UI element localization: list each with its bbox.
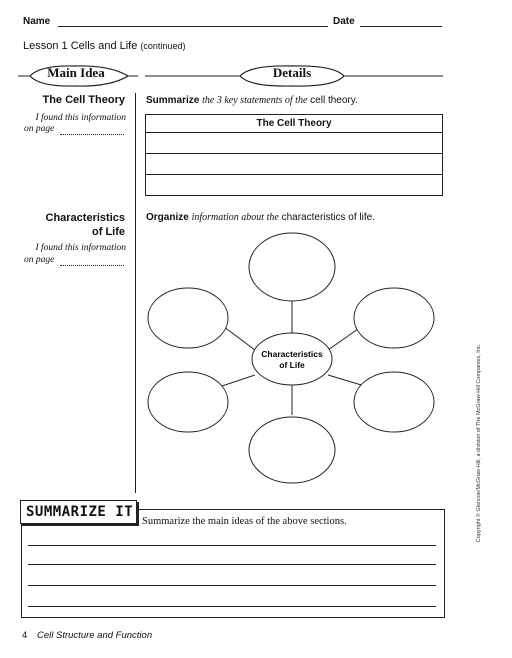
summarize-prompt: Summarize the main ideas of the above sections. (142, 516, 347, 527)
summary-line[interactable] (28, 585, 436, 586)
page-number-field-2[interactable] (60, 265, 124, 266)
column-divider (135, 93, 136, 493)
web-bubble-upper-left (148, 288, 228, 348)
characteristics-heading (20, 211, 125, 239)
summary-line[interactable] (28, 606, 436, 607)
concept-web (140, 225, 445, 485)
web-bubble-lower-right (354, 372, 434, 432)
table-row[interactable] (146, 154, 443, 175)
found-info-1 (20, 112, 126, 124)
details-heading: Details (272, 65, 312, 80)
copyright-text: Copyright © Glencoe/McGraw-Hill, a division of The McGraw-Hill Companies, Inc. (476, 343, 482, 543)
summarize-badge: SUMMARIZE IT (20, 500, 137, 524)
date-field[interactable] (360, 26, 442, 27)
web-bubble-upper-right (354, 288, 434, 348)
prompt-end-2: characteristics of life. (281, 212, 375, 223)
web-center-line2: of Life (279, 360, 305, 370)
lesson-title (23, 40, 185, 52)
prompt-italic-1: the 3 key statements of the (202, 95, 308, 106)
web-bubble-top (249, 233, 335, 301)
lesson-title-text: Lesson 1 Cells and Life (23, 40, 138, 52)
characteristics-heading-line1: Characteristics (45, 212, 125, 224)
found-info-2-line2: on page (24, 255, 55, 265)
prompt-verb-2: Organize (146, 212, 189, 223)
summary-line[interactable] (28, 564, 436, 565)
page-number: 4 (22, 630, 28, 641)
web-bubble-bottom (249, 417, 335, 483)
table-row[interactable] (146, 175, 443, 196)
page-number-field-1[interactable] (60, 134, 124, 135)
date-label: Date (333, 16, 355, 27)
lesson-continued: (continued) (140, 41, 186, 51)
table-header-text: The Cell Theory (256, 118, 332, 129)
characteristics-heading-line2: of Life (92, 226, 125, 238)
web-bubble-lower-left (148, 372, 228, 432)
found-info-1-line2: on page (24, 124, 55, 134)
prompt-end-1: cell theory. (310, 95, 358, 106)
prompt-italic-2: information about the (191, 212, 279, 223)
web-center (252, 333, 332, 385)
cell-theory-prompt (146, 95, 358, 106)
main-idea-heading: Main Idea (47, 65, 105, 80)
cell-theory-heading: The Cell Theory (42, 94, 125, 106)
name-label: Name (23, 16, 51, 27)
summary-line[interactable] (28, 545, 436, 546)
cell-theory-table-header (146, 115, 443, 133)
table-row[interactable] (146, 133, 443, 154)
book-title: Cell Structure and Function (37, 630, 153, 641)
found-info-2-line1: I found this information (35, 243, 126, 253)
prompt-verb-1: Summarize (146, 95, 200, 106)
name-field[interactable] (58, 26, 328, 27)
characteristics-prompt (146, 212, 375, 223)
web-center-line1: Characteristics (261, 349, 323, 359)
found-info-1-line1: I found this information (35, 113, 126, 123)
cell-theory-table (145, 114, 443, 196)
